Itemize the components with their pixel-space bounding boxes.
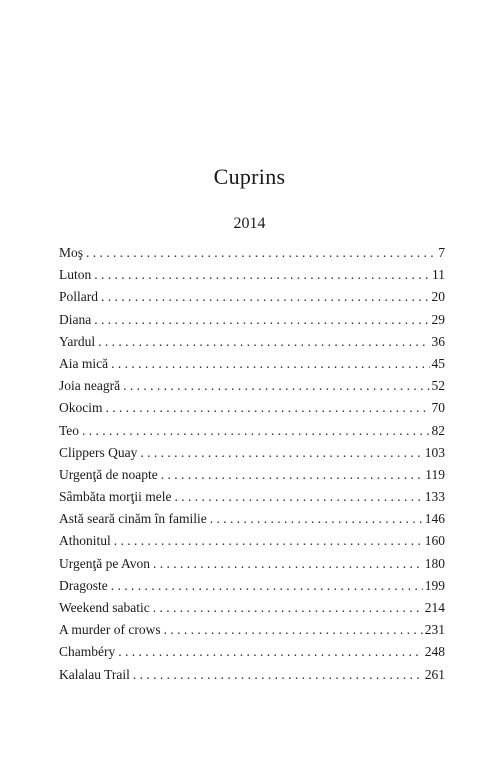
dot-leader — [140, 442, 422, 464]
toc-entry-page: 82 — [431, 422, 445, 438]
toc-entry — [59, 309, 445, 331]
toc-entry-title: Okocim — [59, 400, 103, 416]
toc-entry-page: 103 — [424, 444, 445, 460]
dot-leader — [133, 664, 423, 686]
dot-leader — [98, 331, 429, 353]
toc-entry — [59, 242, 445, 264]
toc-entry-page: 29 — [431, 311, 445, 327]
dot-leader — [106, 397, 430, 419]
toc-entry — [59, 331, 445, 353]
toc-entry — [59, 375, 445, 397]
dot-leader — [161, 464, 424, 486]
toc-entry-title: Chambéry — [59, 644, 116, 660]
toc-entry-title: Dragoste — [59, 577, 108, 593]
toc-entry-page: 52 — [431, 378, 445, 394]
dot-leader — [94, 264, 430, 286]
table-of-contents — [59, 242, 445, 686]
toc-entry-title: Moş — [59, 245, 84, 260]
toc-entry — [59, 442, 445, 464]
toc-entry — [59, 530, 445, 552]
toc-entry — [59, 597, 445, 619]
dot-leader — [114, 530, 423, 552]
toc-entry-page: 180 — [424, 555, 445, 571]
dot-leader — [86, 242, 436, 264]
toc-entry-page: 160 — [424, 533, 445, 549]
dot-leader — [164, 619, 423, 641]
toc-entry-title: Kalalau Trail — [59, 666, 130, 682]
toc-entry — [59, 486, 445, 508]
toc-entry-page: 199 — [424, 577, 445, 593]
dot-leader — [174, 486, 422, 508]
toc-entry-title: Urgenţă pe Avon — [59, 555, 150, 571]
toc-entry-page: 11 — [432, 267, 445, 283]
toc-entry-title: Joia neagră — [59, 378, 121, 394]
toc-entry-page: 20 — [431, 289, 445, 305]
toc-entry-page: 261 — [424, 666, 445, 682]
dot-leader — [111, 353, 429, 375]
dot-leader — [153, 553, 423, 575]
toc-entry-title: Urgenţă de noapte — [59, 466, 158, 482]
toc-entry-title: Luton — [59, 267, 92, 283]
toc-entry-page: 231 — [424, 622, 445, 638]
toc-entry — [59, 508, 445, 530]
toc-entry — [59, 641, 445, 663]
toc-entry-title: Diana — [59, 311, 92, 327]
toc-entry-page: 36 — [431, 333, 445, 349]
toc-entry-title: Clippers Quay — [59, 444, 138, 460]
toc-entry-title: Aia mică — [59, 355, 109, 371]
toc-entry-title: A murder of crows — [59, 622, 161, 638]
toc-entry-page: 7 — [438, 245, 445, 260]
toc-entry — [59, 464, 445, 486]
dot-leader — [123, 375, 429, 397]
toc-entry-page: 133 — [424, 489, 445, 505]
toc-entry-page: 146 — [424, 511, 445, 527]
toc-entry — [59, 353, 445, 375]
toc-entry-title: Athonitul — [59, 533, 111, 549]
toc-entry — [59, 575, 445, 597]
toc-entry — [59, 264, 445, 286]
toc-entry-page: 45 — [431, 355, 445, 371]
toc-entry — [59, 420, 445, 442]
dot-leader — [94, 309, 429, 331]
toc-entry — [59, 286, 445, 308]
toc-entry-page: 70 — [431, 400, 445, 416]
toc-entry — [59, 619, 445, 641]
toc-entry — [59, 553, 445, 575]
toc-entry-page: 248 — [424, 644, 445, 660]
toc-entry-title: Sâmbăta morţii mele — [59, 489, 172, 505]
toc-entry-title: Astă seară cinăm în familie — [59, 511, 207, 527]
dot-leader — [82, 420, 429, 442]
toc-entry-title: Pollard — [59, 289, 98, 305]
dot-leader — [111, 575, 423, 597]
toc-entry-title: Weekend sabatic — [59, 600, 150, 615]
toc-entry-title: Teo — [59, 422, 80, 438]
toc-entry — [59, 664, 445, 686]
dot-leader — [153, 597, 423, 619]
dot-leader — [118, 641, 423, 663]
page-title: Cuprins — [213, 164, 286, 189]
toc-entry-page: 214 — [424, 600, 445, 615]
toc-entry-page: 119 — [425, 466, 445, 482]
toc-entry-title: Yardul — [59, 333, 96, 349]
dot-leader — [101, 286, 430, 308]
section-heading: 2014 — [233, 215, 266, 232]
toc-entry — [59, 397, 445, 419]
dot-leader — [210, 508, 423, 530]
